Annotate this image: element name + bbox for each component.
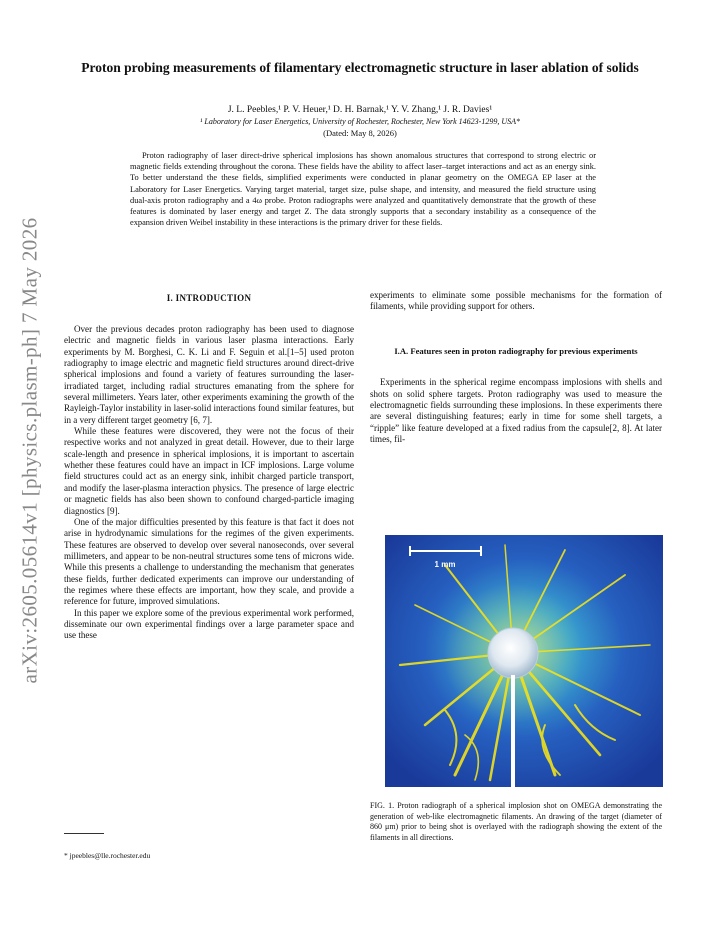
intro-continuation: experiments to eliminate some possible mechanisms for the formation of filaments, while providing support for others.: [370, 290, 662, 312]
left-column: [64, 292, 354, 642]
section-heading-introduction: I. INTRODUCTION: [166, 293, 252, 303]
intro-paragraph-4: In this paper we explore some of the previous experimental work performed, disseminate our own experimental findings over a large parameter space and use these: [64, 607, 354, 641]
subsection-heading: I.A. Features seen in proton radiography for previous experiments: [394, 345, 638, 356]
arxiv-identifier-text: arXiv:2605.05614v1 [physics.plasm-ph] 7 May 2026: [17, 217, 42, 683]
figure-caption: FIG. 1. Proton radiograph of a spherical implosion shot on OMEGA demonstrating the generation of web-like electromagnetic filaments. An drawing of the target (diameter of 860 μm) prior to being shot is overlayed with the radiograph showing the extent of the filaments in all directions.: [370, 801, 662, 842]
right-column: [370, 292, 662, 445]
target-stalk: [511, 675, 515, 787]
author-list: J. L. Peebles,¹ P. V. Heuer,¹ D. H. Barnak,¹ Y. V. Zhang,¹ J. R. Davies¹: [227, 105, 493, 115]
intro-paragraph-1: Over the previous decades proton radiography has been used to diagnose electric and magnetic fields in various laser plasma interactions. Early experiments by M. Borghesi, C. K. Li and F. Seguin et al.[1–5] used proton radiography to image electric and magnetic field structures around direct-drive spherical implosions and found a variety of features surrounding the laser-irradiated target, including radial structures emanating from the sphere for several millimeters. Years later, other experiments examining the growth of the Rayleigh-Taylor instability in laser-solid interactions found similar features, but in a very different target geometry [6, 7].: [64, 324, 354, 425]
radiograph-image: [385, 535, 663, 787]
footnote-email: * jpeebles@lle.rochester.edu: [64, 851, 151, 860]
intro-paragraph-3: One of the major difficulties presented by this feature is that fact it does not arise in hydrodynamic simulations for the regimes of the given experiments. These features are observed to develop over several nanoseconds, over several millimeters, and appear to be non-neutral structures some tens of microns wide. While this presents a challenge to understanding the mechanism that generates these fields, further dedicated experiments can improve our understanding of the regimes where these effects are important, how they scale, and provide a reference for future, improved simulations.: [64, 516, 354, 607]
abstract: Proton radiography of laser direct-drive spherical implosions has shown anomalous structures that correspond to strong electric or magnetic fields extending throughout the corona. These fields have the ability to affect laser–target interactions and act as an energy sink. To better understand the these fields, simplified experiments were conducted in planar geometry on the OMEGA EP laser at the Laboratory for Laser Energetics. Varying target material, target size, pulse shape, and intensity, and measured the field structure using dual-axis proton radiography and a 4ω probe. Proton radiographs were analyzed and quantitatively demonstrate that the growth of these features is dominated by laser energy and target Z. The data strongly supports that a secondary instability as a consequence of the expansion driven Weibel instability in these interactions is the primary driver for these fields.: [130, 151, 596, 228]
target-capsule: [488, 628, 538, 678]
paper-title: Proton probing measurements of filamentary electromagnetic structure in laser ablation of solids: [81, 60, 639, 75]
arxiv-identifier: [10, 200, 50, 700]
date-line: (Dated: May 8, 2026): [323, 128, 397, 138]
proton-radiograph-figure: [385, 535, 663, 787]
affiliation: ¹ Laboratory for Laser Energetics, University of Rochester, Rochester, New York 14623-1299, USA*: [199, 117, 520, 126]
intro-paragraph-2: While these features were discovered, they were not the focus of their respective works and not analyzed in great detail. However, due to their large scale-length and presence in spherical implosions, it is important to ascertain whether these features could have an impact in ICF implosions. Large volume field structures could act as an energy sink, inhibit charged particle transport, and modify the laser-plasma interaction physics. The presence of large electric or magnetic fields has also been shown to confound charged-particle imaging diagnostics [9].: [64, 426, 354, 516]
footnote-rule: [64, 833, 104, 834]
scale-bar-label: 1 mm: [434, 560, 456, 569]
subsection-paragraph-1: Experiments in the spherical regime encompass implosions with shells and shots on solid sphere targets. Proton radiography was used to measure the electromagnetic fields surrounding these implosions. In these experiments there are several distinguishing features; early in time for some shell targets, a “ripple” like feature developed at a fixed radius from the capsule[2, 8]. At later times, fil-: [370, 377, 662, 444]
